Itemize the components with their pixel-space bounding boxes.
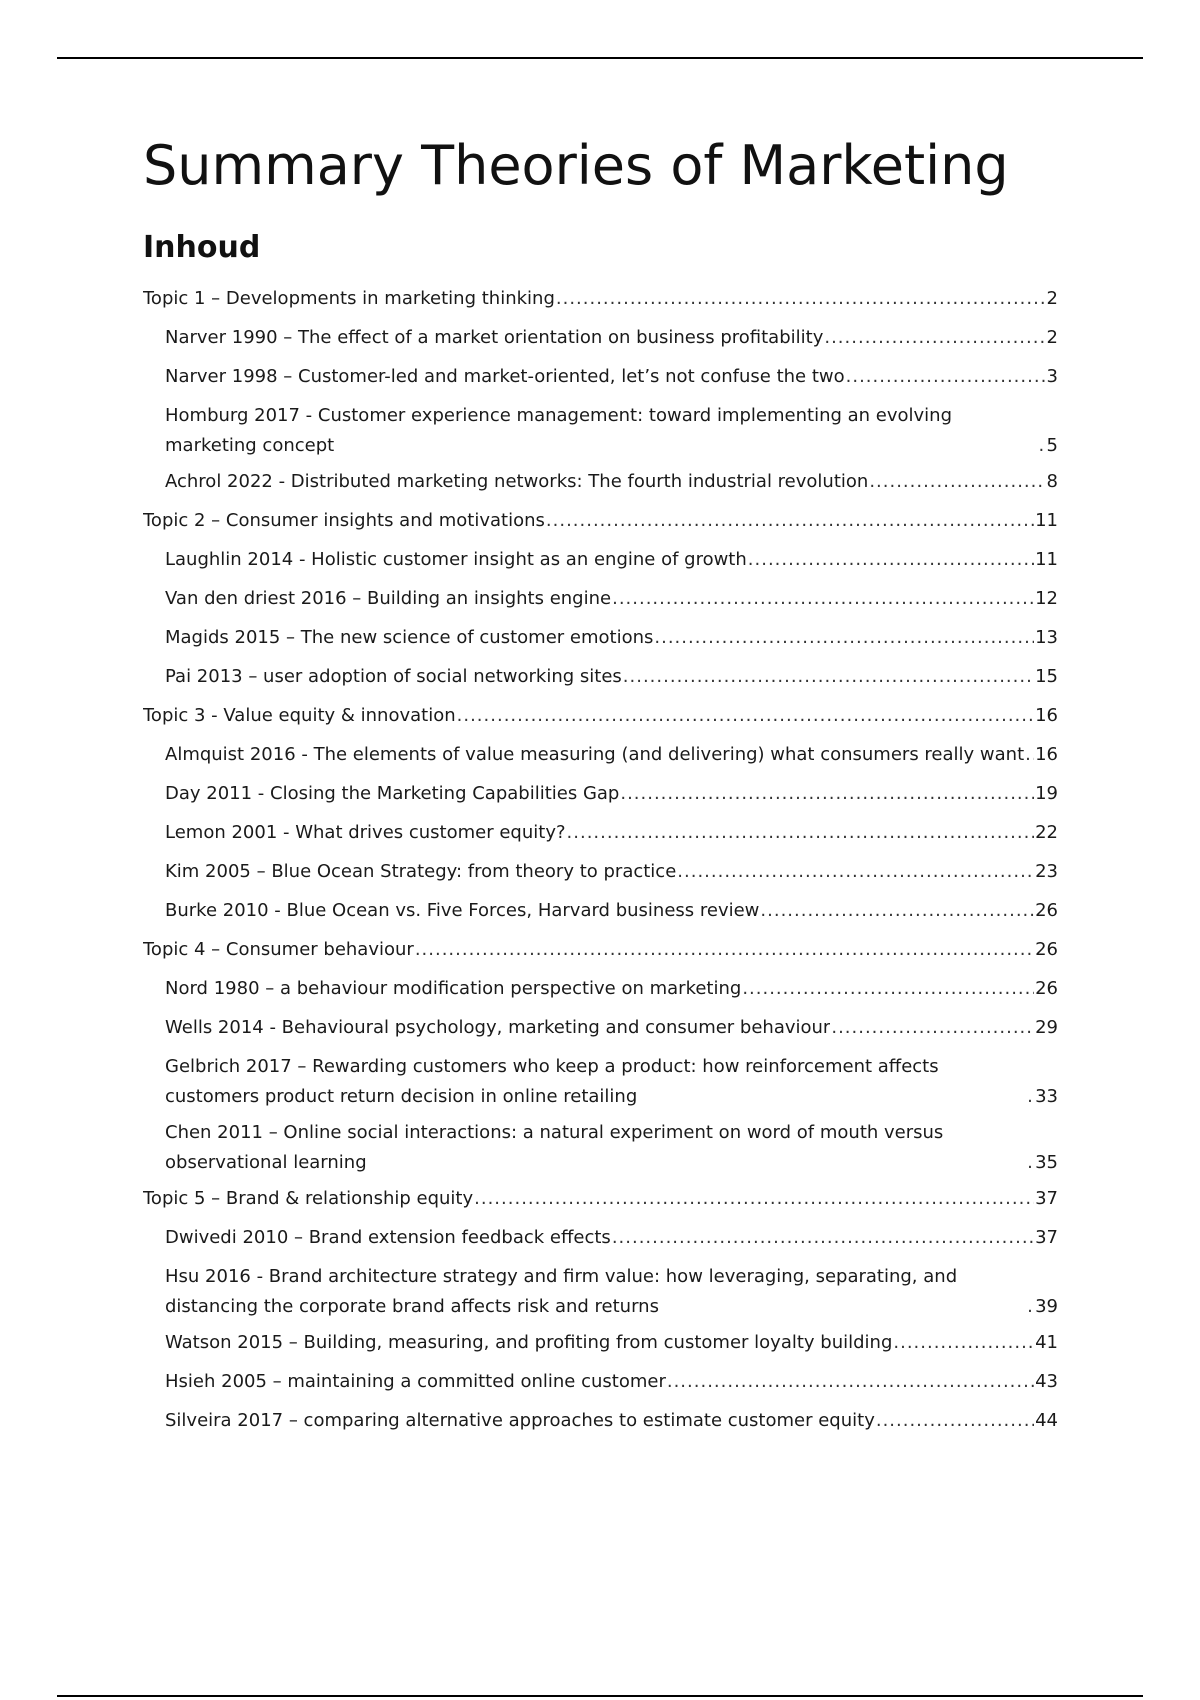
toc-page-number: 23 <box>1035 861 1058 882</box>
toc-dot-leader <box>823 323 1045 353</box>
toc-dot-leader <box>1026 1292 1034 1322</box>
toc-entry-title: Topic 3 - Value equity & innovation <box>143 705 456 726</box>
toc-dot-leader <box>619 779 1034 809</box>
toc-subentry[interactable] <box>143 1262 1058 1322</box>
toc-dot-leader <box>676 857 1034 887</box>
toc-entry-title: Van den driest 2016 – Building an insights engine <box>165 588 612 609</box>
toc-subentry[interactable] <box>143 362 1058 392</box>
toc-dot-leader <box>1038 431 1046 461</box>
toc-topic-entry[interactable] <box>143 284 1058 314</box>
toc-dot-leader <box>456 701 1034 731</box>
toc-page-number: 16 <box>1035 705 1058 726</box>
toc-page-number: 2 <box>1046 327 1058 348</box>
toc-page-number: 33 <box>1035 1086 1058 1107</box>
toc-page-number: 29 <box>1035 1017 1058 1038</box>
toc-entry-title: Lemon 2001 - What drives customer equity? <box>165 822 566 843</box>
toc-subentry[interactable] <box>143 1118 1058 1178</box>
toc-entry-title: Almquist 2016 - The elements of value measuring (and delivering) what consumers really want <box>165 744 1025 765</box>
toc-topic-entry[interactable] <box>143 935 1058 965</box>
toc-entry-title: Hsieh 2005 – maintaining a committed online customer <box>165 1371 666 1392</box>
toc-topic-entry[interactable] <box>143 701 1058 731</box>
toc-entry-title: Homburg 2017 - Customer experience management: toward implementing an evolving marketing concept <box>165 405 953 456</box>
toc-entry-title: Watson 2015 – Building, measuring, and profiting from customer loyalty building <box>165 1332 893 1353</box>
toc-dot-leader <box>747 545 1034 575</box>
toc-page-number: 26 <box>1035 978 1058 999</box>
toc-dot-leader <box>666 1367 1034 1397</box>
toc-page-number: 2 <box>1046 288 1058 309</box>
toc-page-number: 13 <box>1035 627 1058 648</box>
toc-dot-leader <box>868 467 1045 497</box>
toc-entry-title: Nord 1980 – a behaviour modification perspective on marketing <box>165 978 742 999</box>
toc-dot-leader <box>1024 740 1034 770</box>
toc-page-number: 3 <box>1046 366 1058 387</box>
toc-subentry[interactable] <box>143 818 1058 848</box>
toc-page-number: 37 <box>1035 1188 1058 1209</box>
toc-page-number: 16 <box>1035 744 1058 765</box>
toc-dot-leader <box>653 623 1034 653</box>
toc-subentry[interactable] <box>143 323 1058 353</box>
toc-dot-leader <box>414 935 1034 965</box>
toc-subentry[interactable] <box>143 545 1058 575</box>
toc-dot-leader <box>830 1013 1034 1043</box>
toc-dot-leader <box>1026 1148 1034 1178</box>
toc-dot-leader <box>892 1328 1034 1358</box>
toc-page-number: 8 <box>1046 471 1058 492</box>
toc-entry-title: Topic 2 – Consumer insights and motivations <box>143 510 545 531</box>
toc-dot-leader <box>845 362 1046 392</box>
toc-entry-title: Wells 2014 - Behavioural psychology, marketing and consumer behaviour <box>165 1017 831 1038</box>
toc-page-number: 39 <box>1035 1296 1058 1317</box>
toc-topic-entry[interactable] <box>143 506 1058 536</box>
toc-page-number: 11 <box>1035 549 1058 570</box>
toc-heading: Inhoud <box>143 230 261 265</box>
toc-entry-title: Magids 2015 – The new science of customer emotions <box>165 627 654 648</box>
toc-subentry[interactable] <box>143 662 1058 692</box>
toc-dot-leader <box>566 818 1035 848</box>
toc-subentry[interactable] <box>143 779 1058 809</box>
toc-subentry[interactable] <box>143 974 1058 1004</box>
toc-page-number: 19 <box>1035 783 1058 804</box>
toc-entry-title: Day 2011 - Closing the Marketing Capabilities Gap <box>165 783 620 804</box>
toc-dot-leader <box>875 1406 1034 1436</box>
toc-page-number: 37 <box>1035 1227 1058 1248</box>
toc-page-number: 26 <box>1035 900 1058 921</box>
toc-page-number: 44 <box>1035 1410 1058 1431</box>
toc-dot-leader <box>611 584 1034 614</box>
toc-subentry[interactable] <box>143 896 1058 926</box>
toc-dot-leader <box>555 284 1046 314</box>
toc-subentry[interactable] <box>143 467 1058 497</box>
table-of-contents <box>143 284 1058 1445</box>
toc-entry-title: Narver 1990 – The effect of a market orientation on business profitability <box>165 327 824 348</box>
toc-subentry[interactable] <box>143 1367 1058 1397</box>
toc-subentry[interactable] <box>143 1013 1058 1043</box>
toc-entry-title: Silveira 2017 – comparing alternative approaches to estimate customer equity <box>165 1410 875 1431</box>
toc-dot-leader <box>1026 1082 1034 1112</box>
toc-entry-title: Gelbrich 2017 – Rewarding customers who keep a product: how reinforcement affects customers product return decision in online retailing <box>165 1056 939 1107</box>
toc-subentry[interactable] <box>143 857 1058 887</box>
page-bottom-rule <box>57 1695 1143 1697</box>
toc-dot-leader <box>473 1184 1034 1214</box>
toc-dot-leader <box>622 662 1034 692</box>
toc-page-number: 43 <box>1035 1371 1058 1392</box>
toc-entry-title: Topic 1 – Developments in marketing thinking <box>143 288 555 309</box>
toc-subentry[interactable] <box>143 623 1058 653</box>
document-title: Summary Theories of Marketing <box>143 134 1009 197</box>
toc-page-number: 15 <box>1035 666 1058 687</box>
toc-subentry[interactable] <box>143 1406 1058 1436</box>
toc-entry-title: Hsu 2016 - Brand architecture strategy and firm value: how leveraging, separating, and distancing the corporate brand affects risk and returns <box>165 1266 958 1317</box>
toc-subentry[interactable] <box>143 401 1058 461</box>
toc-topic-entry[interactable] <box>143 1184 1058 1214</box>
toc-entry-title: Pai 2013 – user adoption of social networking sites <box>165 666 622 687</box>
toc-page-number: 41 <box>1035 1332 1058 1353</box>
toc-subentry[interactable] <box>143 740 1058 770</box>
toc-entry-title: Topic 5 – Brand & relationship equity <box>143 1188 474 1209</box>
toc-entry-title: Kim 2005 – Blue Ocean Strategy: from theory to practice <box>165 861 677 882</box>
toc-page-number: 11 <box>1035 510 1058 531</box>
toc-page-number: 35 <box>1035 1152 1058 1173</box>
toc-dot-leader <box>741 974 1034 1004</box>
toc-subentry[interactable] <box>143 1052 1058 1112</box>
toc-entry-title: Laughlin 2014 - Holistic customer insight as an engine of growth <box>165 549 747 570</box>
toc-subentry[interactable] <box>143 1328 1058 1358</box>
toc-entry-title: Dwivedi 2010 – Brand extension feedback effects <box>165 1227 611 1248</box>
toc-entry-title: Achrol 2022 - Distributed marketing networks: The fourth industrial revolution <box>165 471 869 492</box>
toc-dot-leader <box>759 896 1034 926</box>
toc-entry-title: Narver 1998 – Customer-led and market-oriented, let’s not confuse the two <box>165 366 845 387</box>
toc-entry-title: Topic 4 – Consumer behaviour <box>143 939 414 960</box>
toc-page-number: 12 <box>1035 588 1058 609</box>
toc-page-number: 22 <box>1035 822 1058 843</box>
toc-subentry[interactable] <box>143 1223 1058 1253</box>
toc-dot-leader <box>611 1223 1034 1253</box>
toc-dot-leader <box>545 506 1034 536</box>
toc-entry-title: Burke 2010 - Blue Ocean vs. Five Forces, Harvard business review <box>165 900 760 921</box>
toc-page-number: 26 <box>1035 939 1058 960</box>
toc-subentry[interactable] <box>143 584 1058 614</box>
toc-page-number: 5 <box>1046 435 1058 456</box>
page-top-rule <box>57 57 1143 59</box>
toc-entry-title: Chen 2011 – Online social interactions: a natural experiment on word of mouth versus observational learning <box>165 1122 944 1173</box>
